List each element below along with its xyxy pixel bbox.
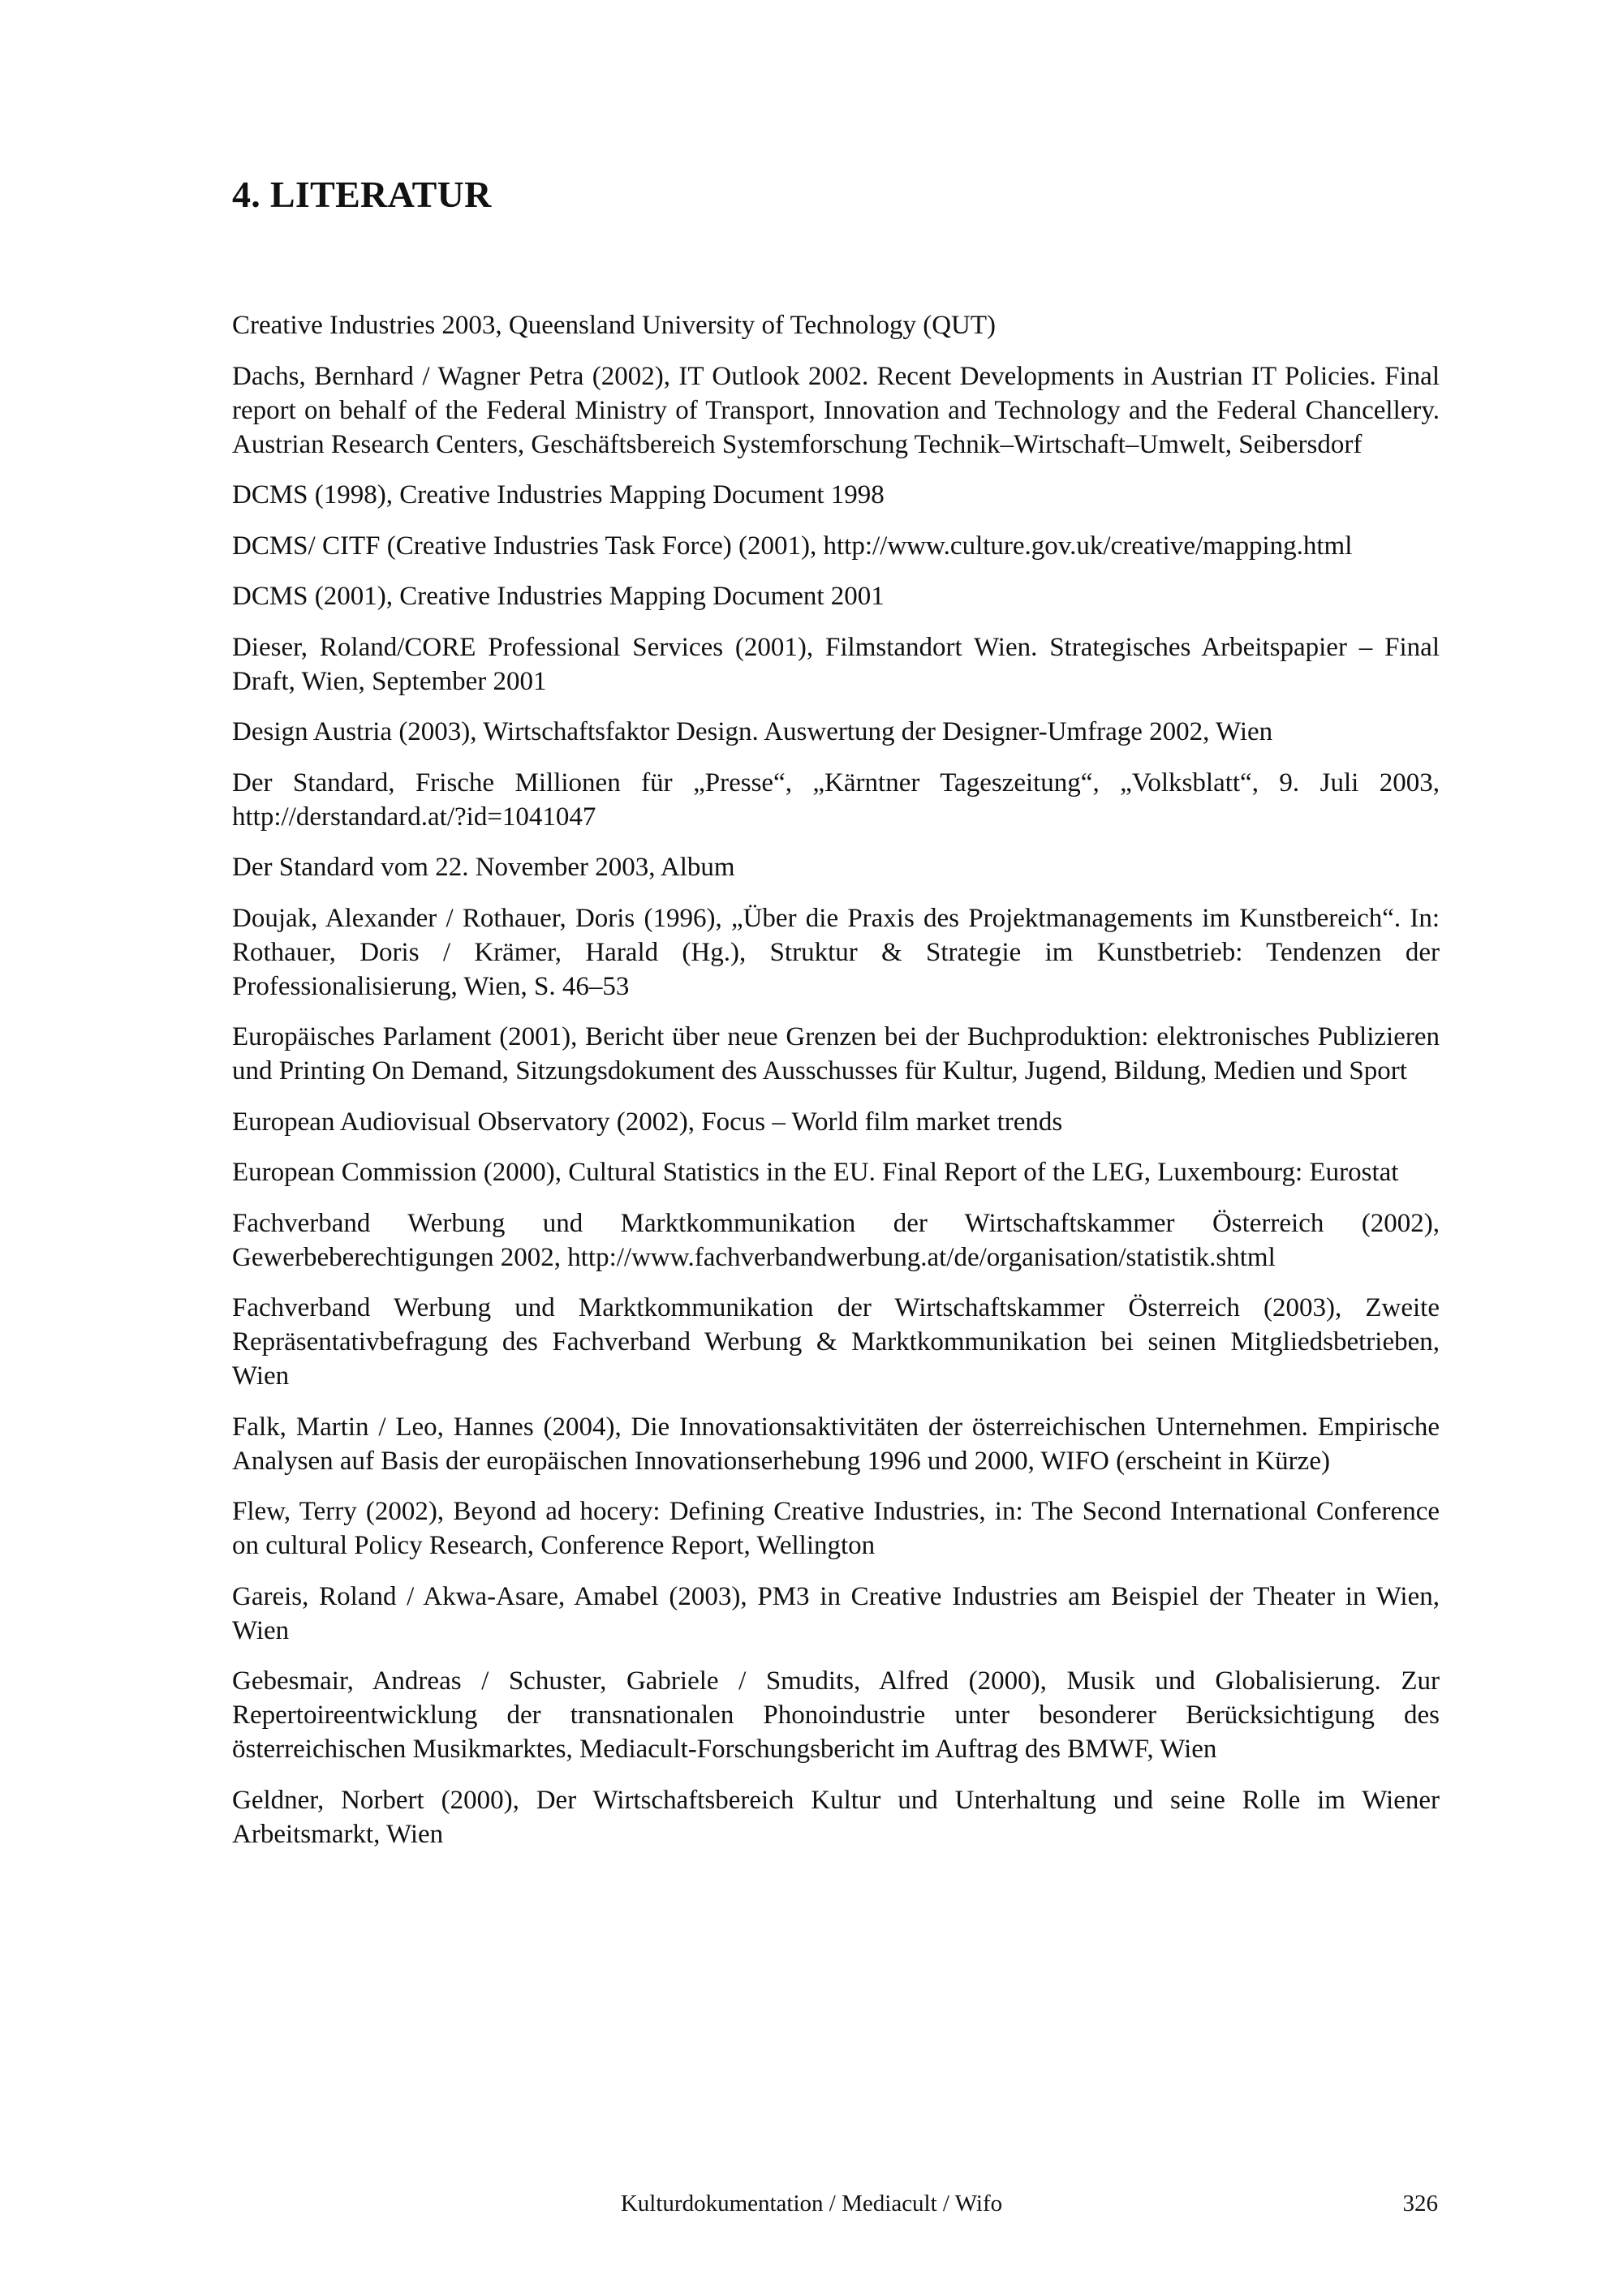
reference-entry: DCMS/ CITF (Creative Industries Task Force) (2001), http://www.culture.gov.uk/creative/mapping.html xyxy=(232,531,1353,561)
reference-entry: Fachverband Werbung und Marktkommunikation der Wirtschaftskammer Österreich (2002), Gewerbeberechtigungen 2002, http://www.fachverbandwerbung.at/de/organisation/statistik.shtml xyxy=(232,1208,1440,1272)
reference-entry: Falk, Martin / Leo, Hannes (2004), Die Innovationsaktivitäten der österreichischen Unternehmen. Empirische Analysen auf Basis der europäischen Innovationserhebung 1996 und 2000, WIFO (erscheint in Kürze) xyxy=(232,1412,1440,1476)
reference-entry: Flew, Terry (2002), Beyond ad hocery: Defining Creative Industries, in: The Second International Conference on cultural Policy Research, Conference Report, Wellington xyxy=(232,1497,1440,1560)
reference-entry: Dachs, Bernhard / Wagner Petra (2002), IT Outlook 2002. Recent Developments in Austrian IT Policies. Final report on behalf of the Federal Ministry of Transport, Innovation and Technology and the Federal Chancellery. Austrian Research Centers, Geschäftsbereich Systemforschung Technik–Wirtschaft–Umwelt, Seibersdorf xyxy=(232,361,1440,459)
reference-entry: Dieser, Roland/CORE Professional Services (2001), Filmstandort Wien. Strategisches Arbeitspapier – Final Draft, Wien, September 2001 xyxy=(232,632,1440,696)
page-number: 326 xyxy=(1402,2191,1438,2216)
reference-entry: Doujak, Alexander / Rothauer, Doris (1996), „Über die Praxis des Projektmanagements im Kunstbereich“. In: Rothauer, Doris / Krämer, Harald (Hg.), Struktur & Strategie im Kunstbetrieb: Tendenzen der Professionalisierung, Wien, S. 46–53 xyxy=(232,903,1440,1001)
reference-entry: European Commission (2000), Cultural Statistics in the EU. Final Report of the LEG, Luxembourg: Eurostat xyxy=(232,1158,1399,1187)
reference-entry: Europäisches Parlament (2001), Bericht über neue Grenzen bei der Buchproduktion: elektronisches Publizieren und Printing On Demand, Sitzungsdokument des Ausschusses für Kultur, Jugend, Bildung, Medien und Sport xyxy=(232,1022,1440,1086)
reference-entry: Design Austria (2003), Wirtschaftsfaktor Design. Auswertung der Designer-Umfrage 2002, Wien xyxy=(232,717,1273,746)
reference-entry: Geldner, Norbert (2000), Der Wirtschaftsbereich Kultur und Unterhaltung und seine Rolle im Wiener Arbeitsmarkt, Wien xyxy=(232,1785,1440,1849)
reference-entry: Gareis, Roland / Akwa-Asare, Amabel (2003), PM3 in Creative Industries am Beispiel der Theater in Wien, Wien xyxy=(232,1581,1440,1645)
reference-entry: Fachverband Werbung und Marktkommunikation der Wirtschaftskammer Österreich (2003), Zweite Repräsentativbefragung des Fachverband Werbung & Marktkommunikation bei seinen Mitgliedsbetrieben, Wien xyxy=(232,1293,1440,1391)
reference-entry: Creative Industries 2003, Queensland University of Technology (QUT) xyxy=(232,311,997,340)
reference-entry: DCMS (2001), Creative Industries Mapping Document 2001 xyxy=(232,582,885,611)
reference-list xyxy=(232,308,1440,1868)
page-title: 4. LITERATUR xyxy=(232,174,492,215)
reference-entry: Gebesmair, Andreas / Schuster, Gabriele / Smudits, Alfred (2000), Musik und Globalisierung. Zur Repertoireentwicklung der transnationalen Phonoindustrie unter besonderer Berücksichtigung des österreichischen Musikmarktes, Mediacult-Forschungsbericht im Auftrag des BMWF, Wien xyxy=(232,1666,1440,1764)
reference-entry: Der Standard vom 22. November 2003, Album xyxy=(232,853,735,882)
footer-text: Kulturdokumentation / Mediacult / Wifo xyxy=(620,2191,1003,2216)
reference-entry: European Audiovisual Observatory (2002), Focus – World film market trends xyxy=(232,1107,1063,1137)
reference-entry: DCMS (1998), Creative Industries Mapping Document 1998 xyxy=(232,480,885,510)
reference-entry: Der Standard, Frische Millionen für „Presse“, „Kärntner Tageszeitung“, „Volksblatt“, 9. Juli 2003, http://derstandard.at/?id=1041047 xyxy=(232,767,1440,832)
